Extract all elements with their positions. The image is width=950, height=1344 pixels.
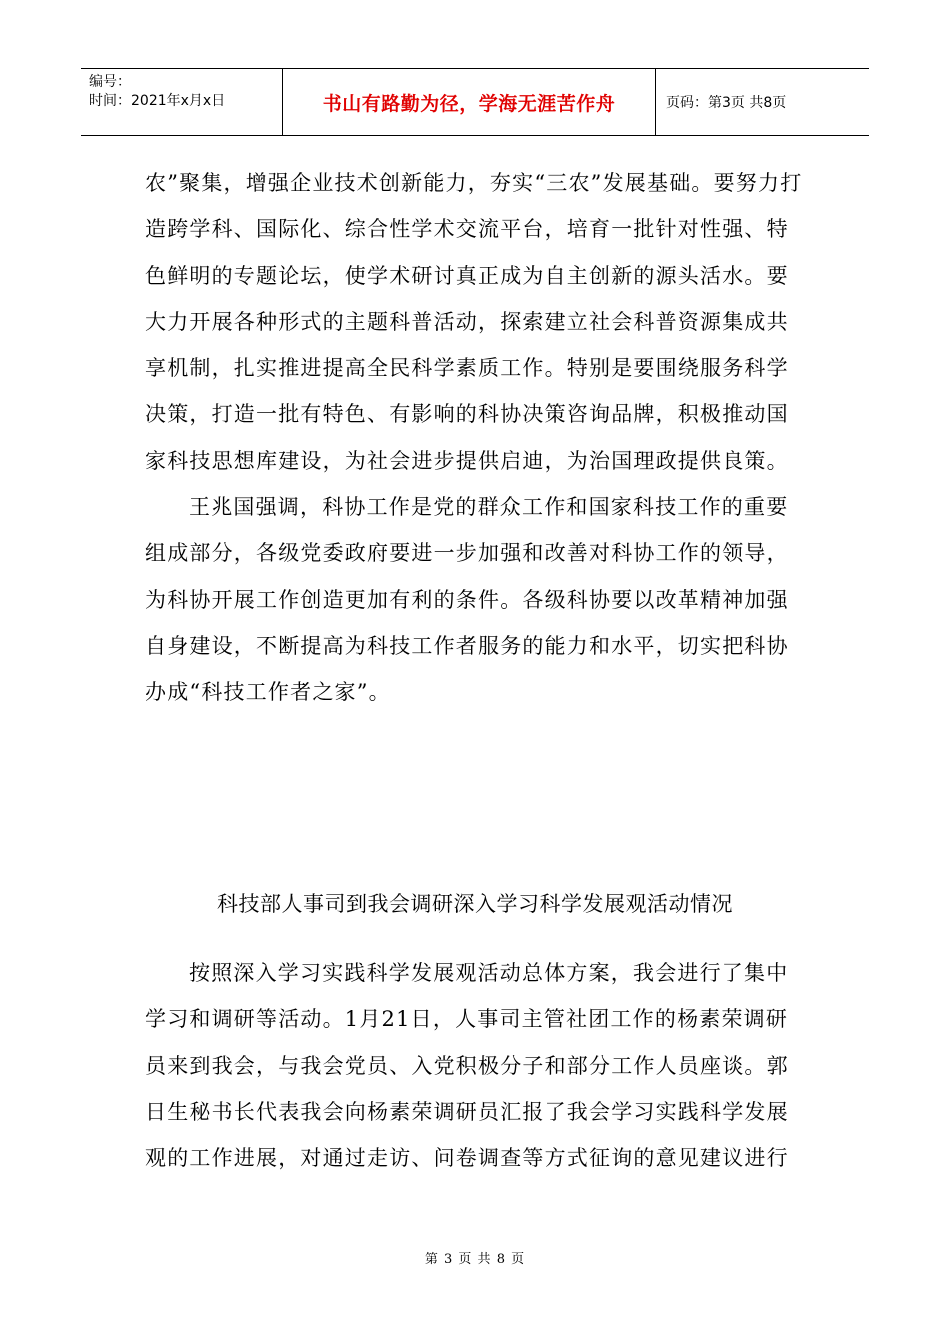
paragraph: 按照深入学习实践科学发展观活动总体方案，我会进行了集中学习和调研等活动。1月21日，人事司主管社团工作的杨素荣调研员来到我会，与我会党员、入党积极分子和部分工作人员座谈。郭日生秘书长代表我会向杨素荣调研员汇报了我会学习实践科学发展观的工作进展，对通过走访、问卷调查等方式征询的意见建议进行: [145, 961, 789, 1171]
page-header: [81, 68, 869, 136]
body-text: [145, 160, 810, 716]
header-motto: 书山有路勤为径，学海无涯苦作舟: [282, 69, 656, 135]
doc-time-label: 时间：2021年x月x日: [89, 93, 226, 109]
page-footer: 第 3 页 共 8 页: [424, 1252, 526, 1267]
header-page-number: 页码：第3页 共8页: [666, 95, 787, 111]
header-meta: [81, 69, 282, 135]
doc-number-label: 编号：: [89, 74, 131, 90]
section-title: 科技部人事司到我会调研深入学习科学发展观活动情况: [217, 892, 733, 916]
section-body: [145, 950, 810, 1181]
paragraph: 王兆国强调，科协工作是党的群众工作和国家科技工作的重要组成部分，各级党委政府要进一步加强和改善对科协工作的领导，为科协开展工作创造更加有利的条件。各级科协要以改革精神加强自身建设，不断提高为科技工作者服务的能力和水平，切实把科协办成“科技工作者之家”。: [145, 495, 789, 705]
paragraph: 农”聚集，增强企业技术创新能力，夯实“三农”发展基础。要努力打造跨学科、国际化、综合性学术交流平台，培育一批针对性强、特色鲜明的专题论坛，使学术研讨真正成为自主创新的源头活水。要大力开展各种形式的主题科普活动，探索建立社会科普资源集成共享机制，扎实推进提高全民科学素质工作。特别是要围绕服务科学决策，打造一批有特色、有影响的科协决策咨询品牌，积极推动国家科技思想库建设，为社会进步提供启迪，为治国理政提供良策。: [145, 171, 803, 473]
